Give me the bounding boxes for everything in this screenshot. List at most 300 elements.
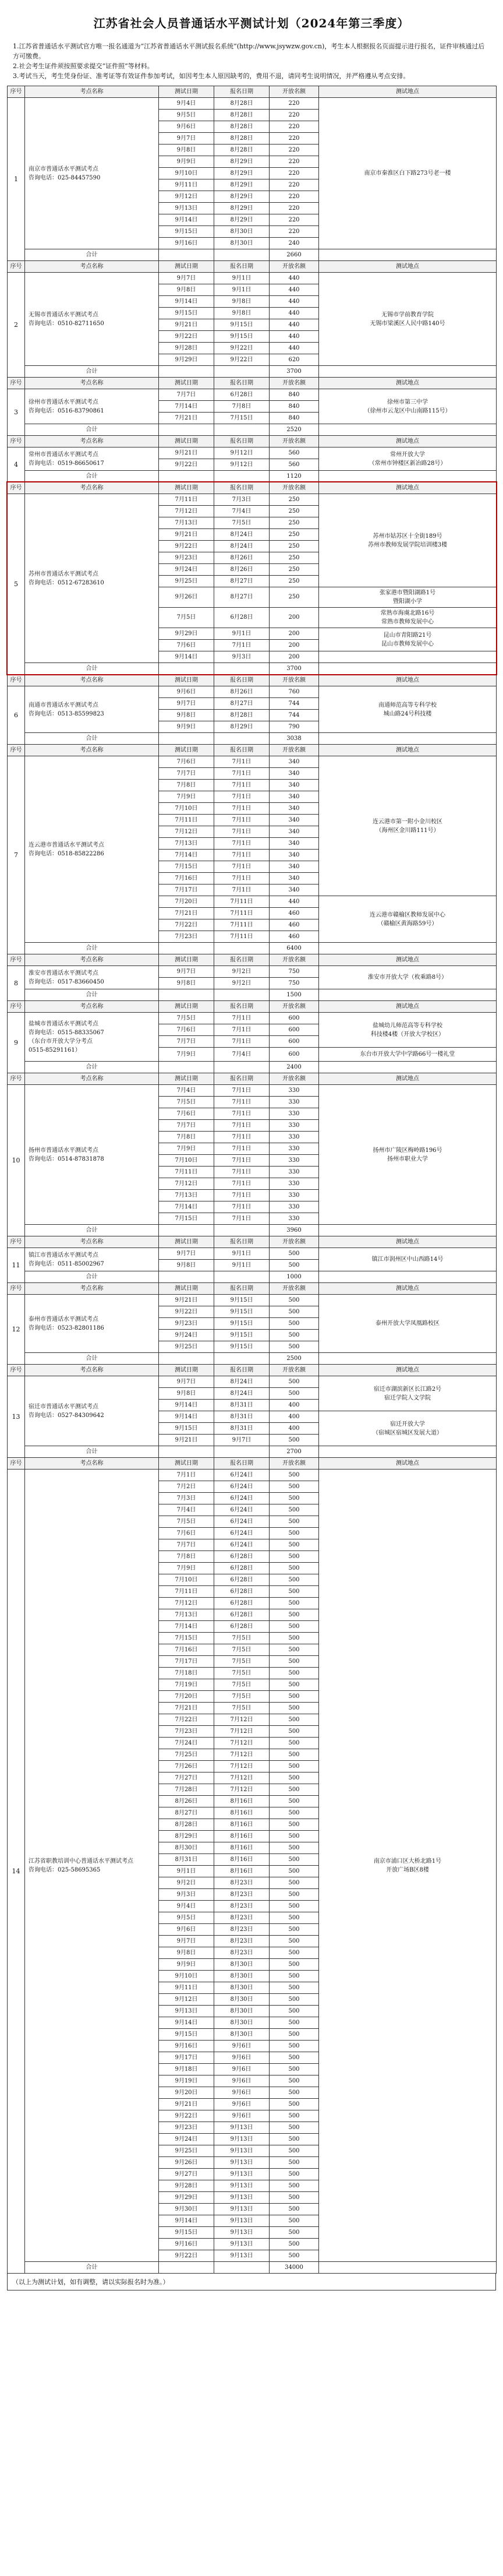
test-date: 7月22日 [159,1714,214,1726]
test-date: 7月7日 [159,1120,214,1132]
group-header-row [8,1283,497,1295]
quota: 340 [270,815,319,826]
register-date: 7月1日 [214,1167,270,1178]
test-date: 9月22日 [159,459,214,471]
test-date: 9月21日 [159,1295,214,1306]
site-info: 苏州市普通话水平测试考点 咨询电话：0512-67283610 [25,494,159,663]
quota: 220 [270,145,319,156]
quota: 340 [270,884,319,896]
test-date: 7月12日 [159,1598,214,1609]
register-date: 9月13日 [214,2157,270,2169]
test-date: 7月8日 [159,1551,214,1563]
column-header: 测试地点 [319,86,497,98]
test-date: 9月29日 [159,354,214,366]
quota: 500 [270,1936,319,1947]
group-header-row [8,745,497,756]
table-row [8,1470,497,1481]
test-date: 7月8日 [159,1132,214,1143]
register-date: 9月1日 [214,628,270,640]
test-date: 7月5日 [159,1516,214,1528]
quota: 440 [270,331,319,343]
quota: 340 [270,803,319,815]
quota: 500 [270,1318,319,1330]
quota: 500 [270,2017,319,2029]
register-date: 7月1日 [214,1036,270,1048]
register-date: 7月1日 [214,1155,270,1167]
test-location: 南京市浦口区大桥北路1号 开放广场B区8楼 [319,1470,497,2262]
register-date: 7月1日 [214,640,270,651]
quota: 500 [270,1679,319,1691]
column-header: 考点名称 [25,1365,159,1376]
quota: 460 [270,931,319,943]
register-date: 9月13日 [214,2180,270,2192]
register-date: 7月5日 [214,517,270,529]
register-date: 8月29日 [214,168,270,179]
quota: 250 [270,587,319,608]
column-header: 测试地点 [319,954,497,966]
quota: 240 [270,238,319,249]
quota: 330 [270,1155,319,1167]
test-date: 7月22日 [159,919,214,931]
quota: 440 [270,296,319,308]
test-date: 7月18日 [159,1668,214,1679]
test-date: 7月6日 [159,1108,214,1120]
register-date: 9月13日 [214,2145,270,2157]
quota: 500 [270,2006,319,2017]
quota: 440 [270,273,319,284]
quota: 440 [270,343,319,354]
seq-number: 8 [8,966,25,1001]
group-header-row [8,378,497,389]
register-date: 7月1日 [214,768,270,780]
total-spacer [159,1062,214,1073]
register-date: 7月1日 [214,1013,270,1024]
test-date: 9月8日 [159,284,214,296]
quota: 330 [270,1143,319,1155]
register-date: 8月30日 [214,2017,270,2029]
quota: 500 [270,2192,319,2204]
quota: 200 [270,651,319,663]
quota: 750 [270,978,319,989]
quota: 500 [270,1330,319,1341]
register-date: 7月1日 [214,791,270,803]
table-row [8,98,497,110]
quota: 330 [270,1120,319,1132]
register-date: 6月24日 [214,1539,270,1551]
quota: 500 [270,1586,319,1598]
test-date: 7月13日 [159,1609,214,1621]
table-row [8,756,497,768]
total-row [8,1353,497,1365]
notes [13,41,490,81]
register-date: 6月24日 [214,1528,270,1539]
test-date: 8月29日 [159,1831,214,1842]
quota: 250 [270,541,319,552]
column-header: 测试地点 [319,1365,497,1376]
quota: 400 [270,1423,319,1435]
test-date: 7月9日 [159,791,214,803]
test-date: 9月16日 [159,238,214,249]
register-date: 8月30日 [214,238,270,249]
total-row [8,989,497,1001]
quota: 500 [270,1714,319,1726]
quota: 330 [270,1190,319,1201]
total-spacer [319,366,497,378]
total-value: 2500 [270,1353,319,1365]
site-info: 无锡市普通话水平测试考点 咨询电话：0510-82711650 [25,273,159,366]
seq-number: 4 [8,447,25,482]
test-date: 7月15日 [159,861,214,873]
test-date: 7月11日 [159,1586,214,1598]
register-date: 8月24日 [214,529,270,541]
register-date: 9月15日 [214,331,270,343]
quota: 600 [270,1036,319,1048]
register-date: 7月12日 [214,1749,270,1761]
test-date: 7月25日 [159,1749,214,1761]
register-date: 6月28日 [214,608,270,628]
register-date: 7月1日 [214,1213,270,1225]
total-spacer [159,366,214,378]
group-header-row [8,1073,497,1085]
register-date: 7月11日 [214,908,270,919]
quota: 500 [270,2157,319,2169]
quota: 220 [270,168,319,179]
register-date: 7月1日 [214,1178,270,1190]
quota: 500 [270,1260,319,1271]
register-date: 9月6日 [214,2099,270,2110]
register-date: 8月28日 [214,145,270,156]
test-date: 9月14日 [159,651,214,663]
test-date: 9月15日 [159,226,214,238]
column-header: 开放名额 [270,261,319,273]
register-date: 7月8日 [214,401,270,413]
quota: 500 [270,1912,319,1924]
register-date: 6月28日 [214,1621,270,1633]
column-header: 测试地点 [319,436,497,447]
column-header: 报名日期 [214,675,270,686]
test-date: 7月20日 [159,896,214,908]
quota: 500 [270,1435,319,1446]
test-date: 7月6日 [159,1528,214,1539]
column-header: 开放名额 [270,1073,319,1085]
test-location: 徐州市第三中学 （徐州市云龙区中山南路115号） [319,389,497,424]
test-date: 9月21日 [159,1435,214,1446]
total-row [8,1062,497,1073]
column-header: 开放名额 [270,1365,319,1376]
quota: 340 [270,838,319,850]
total-row [8,2262,497,2274]
table-row [8,389,497,401]
total-spacer [214,249,270,261]
register-date: 7月5日 [214,1633,270,1644]
column-header: 测试日期 [159,261,214,273]
total-spacer [319,471,497,482]
quota: 250 [270,552,319,564]
quota: 200 [270,628,319,640]
test-date: 7月14日 [159,401,214,413]
quota: 500 [270,1831,319,1842]
test-date: 7月20日 [159,1691,214,1703]
total-value: 3038 [270,733,319,745]
quota: 500 [270,1971,319,1982]
register-date: 7月1日 [214,1024,270,1036]
quota: 330 [270,1178,319,1190]
total-label: 合计 [25,366,159,378]
test-date: 7月26日 [159,1761,214,1772]
seq-number: 5 [8,494,25,675]
column-header: 考点名称 [25,261,159,273]
table-row [8,1295,497,1306]
quota: 500 [270,1761,319,1772]
test-date: 9月7日 [159,1936,214,1947]
register-date: 7月3日 [214,494,270,506]
quota: 500 [270,1738,319,1749]
register-date: 7月1日 [214,1190,270,1201]
quota: 500 [270,1656,319,1668]
quota: 560 [270,459,319,471]
test-date: 7月15日 [159,1633,214,1644]
test-date: 8月31日 [159,1854,214,1866]
total-value: 6400 [270,943,319,954]
test-date: 9月7日 [159,966,214,978]
register-date: 7月4日 [214,1048,270,1062]
test-date: 7月11日 [159,1167,214,1178]
page-title: 江苏省社会人员普通话水平测试计划（2024年第三季度） [93,16,410,30]
total-spacer [159,249,214,261]
column-header: 开放名额 [270,1283,319,1295]
register-date: 8月16日 [214,1866,270,1877]
total-row [8,663,497,675]
quota: 500 [270,1947,319,1959]
total-spacer [159,1446,214,1458]
test-date: 9月26日 [159,2157,214,2169]
note-3: 3.考试当天，考生凭身份证、准考证等有效证件参加考试，如因考生本人原因缺考的，费用不退，请同考生说明情况，并严格遵从考点安排。 [13,72,410,80]
test-date: 7月3日 [159,1493,214,1504]
column-header: 考点名称 [25,482,159,494]
register-date: 6月24日 [214,1470,270,1481]
register-date: 6月28日 [214,1551,270,1563]
test-date: 8月30日 [159,1842,214,1854]
seq-number: 14 [8,1470,25,2274]
quota: 250 [270,576,319,587]
quota: 440 [270,284,319,296]
test-date: 9月4日 [159,98,214,110]
quota: 500 [270,1819,319,1831]
quota: 500 [270,1807,319,1819]
total-label: 合计 [25,943,159,954]
schedule-wrap [7,86,496,2274]
quota: 220 [270,110,319,121]
register-date: 8月30日 [214,2029,270,2041]
column-header: 序号 [8,378,25,389]
quota: 750 [270,966,319,978]
register-date: 7月11日 [214,919,270,931]
column-header: 考点名称 [25,378,159,389]
total-spacer [159,471,214,482]
register-date: 8月28日 [214,133,270,145]
test-date: 7月17日 [159,884,214,896]
quota: 400 [270,1411,319,1423]
register-date: 9月15日 [214,1318,270,1330]
site-info: 南京市普通话水平测试考点 咨询电话：025-84457590 [25,98,159,249]
test-date: 9月5日 [159,1912,214,1924]
total-row [8,249,497,261]
column-header: 报名日期 [214,482,270,494]
register-date: 9月6日 [214,2052,270,2064]
total-label: 合计 [25,249,159,261]
column-header: 测试日期 [159,378,214,389]
total-spacer [319,1271,497,1283]
seq-number: 12 [8,1295,25,1365]
test-date: 9月1日 [159,1866,214,1877]
quota: 500 [270,2029,319,2041]
quota: 840 [270,389,319,401]
test-date: 9月7日 [159,133,214,145]
test-date: 9月3日 [159,1889,214,1901]
register-date: 9月13日 [214,2204,270,2215]
quota: 500 [270,1749,319,1761]
register-date: 6月28日 [214,1563,270,1574]
register-date: 8月29日 [214,156,270,168]
quota: 500 [270,1668,319,1679]
test-date: 9月21日 [159,2099,214,2110]
register-date: 8月23日 [214,1901,270,1912]
register-date: 8月26日 [214,552,270,564]
total-spacer [214,1225,270,1236]
total-spacer [159,943,214,954]
test-date: 9月29日 [159,2192,214,2204]
total-spacer [159,663,214,675]
table-row [8,1013,497,1024]
register-date: 8月16日 [214,1842,270,1854]
test-date: 7月16日 [159,873,214,884]
register-date: 7月1日 [214,884,270,896]
table-row [8,1376,497,1388]
test-location: 泰州开放大学凤凰路校区 [319,1295,497,1353]
quota: 500 [270,2180,319,2192]
column-header: 测试日期 [159,954,214,966]
quota: 500 [270,1528,319,1539]
total-spacer [159,733,214,745]
register-date: 9月6日 [214,2075,270,2087]
register-date: 8月16日 [214,1831,270,1842]
test-date: 7月19日 [159,1679,214,1691]
quota: 250 [270,506,319,517]
column-header: 测试地点 [319,261,497,273]
quota: 500 [270,2087,319,2099]
site-info: 江苏省职教培训中心普通话水平测试考点 咨询电话：025-58695365 [25,1470,159,2262]
column-header: 考点名称 [25,1283,159,1295]
test-date: 7月7日 [159,768,214,780]
column-header: 考点名称 [25,1458,159,1470]
total-row [8,1225,497,1236]
quota: 340 [270,826,319,838]
column-header: 序号 [8,954,25,966]
quota: 500 [270,2134,319,2145]
total-spacer [214,2262,270,2274]
column-header: 序号 [8,261,25,273]
test-date: 7月12日 [159,826,214,838]
test-date: 7月16日 [159,1644,214,1656]
quota: 790 [270,721,319,733]
register-date: 7月15日 [214,413,270,424]
register-date: 7月1日 [214,873,270,884]
column-header: 报名日期 [214,261,270,273]
quota: 500 [270,1691,319,1703]
register-date: 8月16日 [214,1854,270,1866]
register-date: 9月1日 [214,1260,270,1271]
quota: 500 [270,1772,319,1784]
seq-number: 6 [8,686,25,745]
register-date: 8月16日 [214,1807,270,1819]
test-date: 7月23日 [159,1726,214,1738]
register-date: 9月13日 [214,2169,270,2180]
quota: 500 [270,1295,319,1306]
column-header: 序号 [8,1283,25,1295]
register-date: 7月1日 [214,756,270,768]
test-date: 9月15日 [159,2029,214,2041]
total-label: 合计 [25,663,159,675]
total-row [8,733,497,745]
quota: 744 [270,698,319,710]
seq-number: 13 [8,1376,25,1458]
test-date: 9月22日 [159,2250,214,2262]
total-spacer [159,1271,214,1283]
register-date: 7月1日 [214,780,270,791]
quota: 500 [270,1504,319,1516]
register-date: 7月1日 [214,850,270,861]
total-row [8,1446,497,1458]
test-date: 9月25日 [159,1341,214,1353]
total-label: 合计 [25,1062,159,1073]
test-date: 9月19日 [159,2075,214,2087]
quota: 500 [270,1959,319,1971]
site-info: 连云港市普通话水平测试考点 咨询电话：0518-85822286 [25,756,159,943]
register-date: 7月1日 [214,1085,270,1097]
test-date: 9月24日 [159,2134,214,2145]
register-date: 7月5日 [214,1656,270,1668]
column-header: 开放名额 [270,675,319,686]
seq-number: 11 [8,1248,25,1283]
register-date: 9月13日 [214,2192,270,2204]
register-date: 7月12日 [214,1726,270,1738]
group-header-row [8,1365,497,1376]
test-date: 9月15日 [159,308,214,319]
register-date: 7月1日 [214,861,270,873]
test-date: 9月14日 [159,2215,214,2227]
quota: 330 [270,1213,319,1225]
column-header: 测试日期 [159,1458,214,1470]
column-header: 序号 [8,86,25,98]
test-date: 7月8日 [159,780,214,791]
quota: 220 [270,179,319,191]
register-date: 9月13日 [214,2215,270,2227]
quota: 500 [270,2145,319,2157]
quota: 460 [270,919,319,931]
test-date: 7月5日 [159,608,214,628]
site-info: 宿迁市普通话水平测试考点 咨询电话：0527-84309642 [25,1376,159,1446]
quota: 500 [270,1726,319,1738]
register-date: 7月12日 [214,1714,270,1726]
quota: 500 [270,1901,319,1912]
quota: 500 [270,2122,319,2134]
test-date: 7月10日 [159,1155,214,1167]
table-row [8,1085,497,1097]
register-date: 8月24日 [214,541,270,552]
quota: 330 [270,1132,319,1143]
test-date: 7月13日 [159,1190,214,1201]
test-date: 7月6日 [159,756,214,768]
